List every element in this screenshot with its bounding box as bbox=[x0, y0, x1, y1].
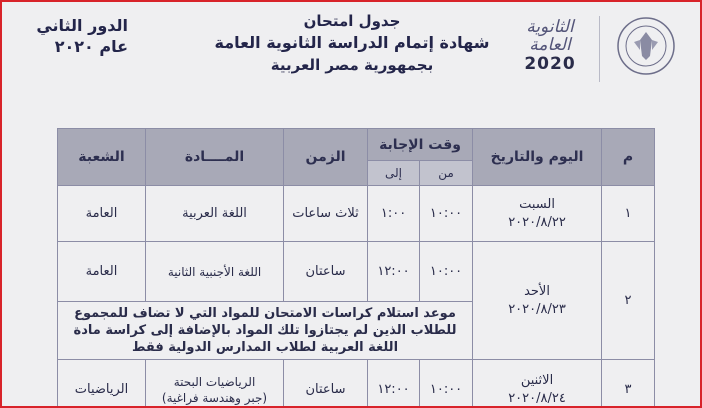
row-date: ٢٠٢٠/٨/٢٣ bbox=[508, 301, 566, 317]
round-info bbox=[28, 16, 128, 56]
row-day-date bbox=[473, 360, 602, 408]
row-branch: العامة bbox=[58, 242, 146, 302]
exam-round: الدور الثاني bbox=[36, 16, 128, 35]
brand-year: 2020 bbox=[524, 54, 576, 74]
row-subject-detail: (جبر وهندسة فراغية) bbox=[161, 390, 268, 405]
logo-divider bbox=[599, 16, 600, 82]
row-index: ٣ bbox=[602, 360, 655, 408]
header-answer-time: وقت الإجابة bbox=[368, 129, 473, 161]
row-subject: اللغة الأجنبية الثانية bbox=[146, 242, 284, 302]
header-day-date: اليوم والتاريخ bbox=[473, 129, 602, 186]
row-subject-name: الرياضيات البحتة bbox=[173, 374, 256, 389]
row-duration: ثلاث ساعات bbox=[284, 186, 368, 242]
table-row bbox=[58, 186, 655, 242]
row-to: ١:٠٠ bbox=[368, 186, 420, 242]
row-subject: اللغة العربية bbox=[146, 186, 284, 242]
row-to: ١٢:٠٠ bbox=[368, 360, 420, 408]
title-line-2: شهادة إتمام الدراسة الثانوية العامة bbox=[214, 33, 490, 52]
row-index: ١ bbox=[602, 186, 655, 242]
ministry-emblem-icon bbox=[616, 16, 676, 76]
exam-year: عام ٢٠٢٠ bbox=[54, 37, 128, 56]
table-row bbox=[58, 360, 655, 408]
title-line-1: جدول امتحان bbox=[303, 12, 401, 30]
row-to: ١٢:٠٠ bbox=[368, 242, 420, 302]
title-line-3: بجمهورية مصر العربية bbox=[270, 56, 434, 74]
row-day: السبت bbox=[519, 196, 555, 212]
header-duration: الزمن bbox=[284, 129, 368, 186]
row-from: ١٠:٠٠ bbox=[420, 186, 473, 242]
row-from: ١٠:٠٠ bbox=[420, 242, 473, 302]
exam-schedule-table bbox=[57, 128, 655, 408]
row-from: ١٠:٠٠ bbox=[420, 360, 473, 408]
brand-script: الثانوية العامة bbox=[526, 17, 574, 55]
header-to: إلى bbox=[368, 161, 420, 186]
row-duration: ساعتان bbox=[284, 242, 368, 302]
header-subject: المــــادة bbox=[146, 129, 284, 186]
row-day-date bbox=[473, 186, 602, 242]
row-branch: الرياضيات bbox=[58, 360, 146, 408]
row-index: ٢ bbox=[602, 242, 655, 360]
page-title bbox=[192, 10, 512, 76]
row-day: الاثنين bbox=[520, 372, 554, 388]
row-day: الأحد bbox=[524, 283, 550, 299]
header-from: من bbox=[420, 161, 473, 186]
row-branch: العامة bbox=[58, 186, 146, 242]
note-text: موعد استلام كراسات الامتحان للمواد التي لا تضاف للمجموع للطلاب الذين لم يجتازوا تلك المواد بالإضافة إلى كراسة مادة اللغة العربية لطلاب المدارس الدولية فقط bbox=[58, 302, 473, 360]
row-duration: ساعتان bbox=[284, 360, 368, 408]
row-date: ٢٠٢٠/٨/٢٢ bbox=[508, 214, 566, 230]
header-index: م bbox=[602, 129, 655, 186]
row-day-date bbox=[473, 242, 602, 360]
header-branch: الشعبة bbox=[58, 129, 146, 186]
thanaweya-logo bbox=[510, 18, 590, 74]
row-subject bbox=[146, 360, 284, 408]
logos bbox=[502, 10, 692, 90]
table-row bbox=[58, 242, 655, 302]
row-date: ٢٠٢٠/٨/٢٤ bbox=[508, 390, 566, 406]
